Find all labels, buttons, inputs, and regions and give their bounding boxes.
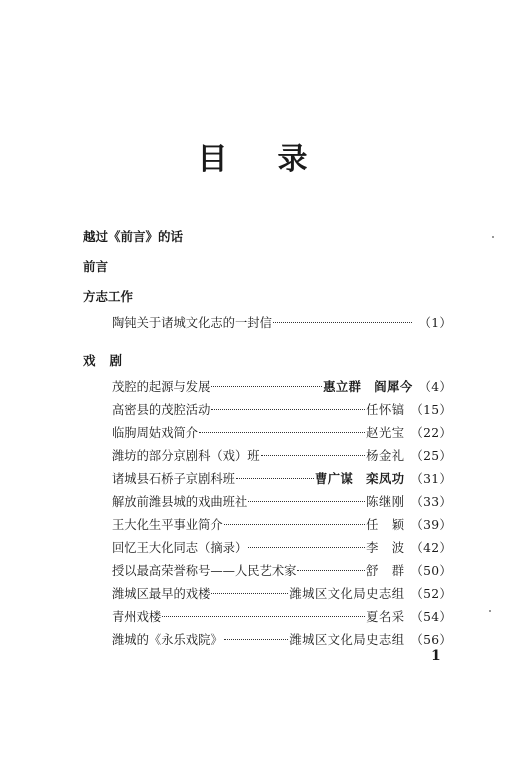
- leader-dots: [297, 570, 365, 571]
- entry-page: （22）: [410, 426, 452, 440]
- entry-page: （4）: [418, 380, 452, 394]
- entry-page: （56）: [410, 633, 452, 647]
- page-number: 1: [431, 648, 441, 664]
- leader-dots: [211, 386, 322, 387]
- entry-author: 赵光宝: [366, 426, 405, 440]
- entry-title: 回忆王大化同志（摘录）: [112, 541, 248, 555]
- leader-dots: [248, 501, 365, 502]
- page-title: [0, 134, 505, 178]
- toc-entry[interactable]: [112, 561, 452, 584]
- leader-dots: [199, 432, 365, 433]
- entry-title: 潍坊的部分京剧科（戏）班: [112, 449, 260, 463]
- toc-entry[interactable]: [112, 538, 452, 561]
- entry-title: 高密县的茂腔活动: [112, 403, 211, 417]
- toc-entry[interactable]: [112, 584, 452, 607]
- entry-title: 陶钝关于诸城文化志的一封信: [112, 316, 272, 330]
- toc-entry[interactable]: [112, 400, 452, 423]
- entry-author: 舒 群: [366, 564, 405, 578]
- title-char-2: 录: [277, 142, 308, 177]
- drama-char-2: 剧: [109, 353, 123, 368]
- toc-entry[interactable]: [112, 630, 452, 653]
- toc-entry[interactable]: [112, 469, 452, 492]
- gazetteer-entry-list: [112, 313, 452, 336]
- entry-author: 任怀镐: [366, 403, 405, 417]
- leader-dots: [224, 639, 289, 640]
- leader-dots: [211, 409, 365, 410]
- entry-author: 惠立群 阎犀今: [323, 379, 413, 394]
- entry-page: （1）: [418, 316, 452, 330]
- leader-dots: [211, 593, 288, 594]
- toc-entry[interactable]: [112, 492, 452, 515]
- entry-author: 潍城区文化局史志组: [289, 633, 405, 647]
- scan-speck: [489, 610, 491, 612]
- entry-title: 诸城县石桥子京剧科班: [112, 472, 235, 486]
- entry-author: 潍城区文化局史志组: [289, 587, 405, 601]
- entry-author: 陈继刚: [366, 495, 405, 509]
- toc-entry[interactable]: [112, 446, 452, 469]
- scan-speck: [492, 236, 494, 238]
- toc-entry[interactable]: [112, 515, 452, 538]
- entry-page: （33）: [410, 495, 452, 509]
- entry-title: 茂腔的起源与发展: [112, 380, 211, 394]
- title-char-1: 目: [197, 142, 228, 177]
- entry-page: （25）: [410, 449, 452, 463]
- toc-entry[interactable]: [112, 607, 452, 630]
- entry-author: 杨金礼: [366, 449, 405, 463]
- toc-entry[interactable]: [112, 377, 452, 400]
- entry-page: （31）: [410, 472, 452, 486]
- leader-dots: [162, 616, 365, 617]
- entry-page: （15）: [410, 403, 452, 417]
- entry-author: 曹广谋 栾凤功: [314, 471, 405, 486]
- entry-page: （52）: [410, 587, 452, 601]
- entry-page: （39）: [410, 518, 452, 532]
- leader-dots: [261, 455, 366, 456]
- drama-entry-list: [112, 377, 452, 653]
- entry-title: 王大化生平事业简介: [112, 518, 223, 532]
- entry-title: 潍城的《永乐戏院》: [112, 633, 223, 647]
- section-foreword[interactable]: 越过《前言》的话: [83, 229, 184, 244]
- entry-title: 青州戏楼: [112, 610, 162, 624]
- entry-author: 任 颖: [366, 518, 405, 532]
- leader-dots: [236, 478, 314, 479]
- leader-dots: [248, 547, 365, 548]
- entry-author: 夏名采: [366, 610, 405, 624]
- entry-title: 授以最高荣誉称号——人民艺术家: [112, 564, 297, 578]
- section-gazetteer-work: 方志工作: [83, 289, 134, 304]
- entry-page: （54）: [410, 610, 452, 624]
- entry-page: （42）: [410, 541, 452, 555]
- drama-char-1: 戏: [83, 353, 96, 368]
- entry-title: 潍城区最早的戏楼: [112, 587, 211, 601]
- entry-author: 李 波: [366, 541, 405, 555]
- section-preface[interactable]: 前言: [83, 259, 109, 274]
- entry-title: 解放前潍县城的戏曲班社: [112, 495, 248, 509]
- toc-entry[interactable]: [112, 313, 452, 336]
- entry-page: （50）: [410, 564, 452, 578]
- toc-entry[interactable]: [112, 423, 452, 446]
- leader-dots: [224, 524, 365, 525]
- entry-title: 临朐周姑戏简介: [112, 426, 199, 440]
- leader-dots: [273, 322, 412, 323]
- section-drama: [83, 351, 122, 369]
